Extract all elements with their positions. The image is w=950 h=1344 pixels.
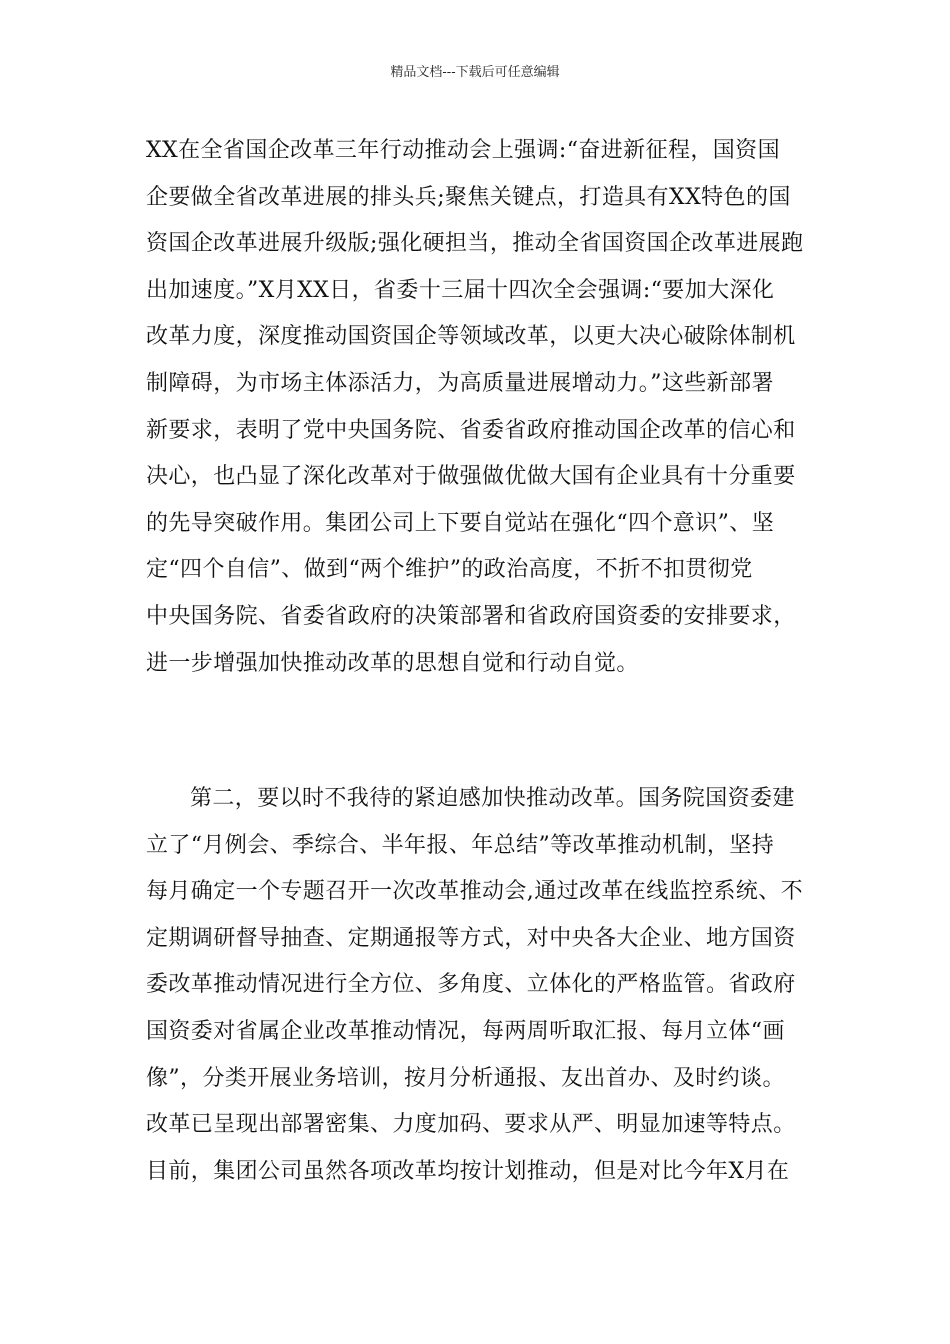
text-line: 立了“月例会、季综合、半年报、年总结”等改革推动机制，坚持	[146, 832, 775, 858]
text-line: 像”，分类开展业务培训，按月分析通报、友出首办、及时约谈。	[146, 1065, 785, 1091]
text-line: 进一步增强加快推动改革的思想自觉和行动自觉。	[146, 650, 639, 676]
text-line: 每月确定一个专题召开一次改革推动会,通过改革在线监控系统、不	[146, 879, 803, 905]
text-line: 出加速度。”X月XX日，省委十三届十四次全会强调:“要加大深化	[146, 277, 775, 303]
paragraph-2	[146, 776, 808, 1195]
text-line: 定期调研督导抽查、定期通报等方式，对中央各大企业、地方国资	[146, 925, 796, 951]
text-line-first-indented: 第二，要以时不我待的紧迫感加快推动改革。国务院国资委建	[190, 786, 795, 811]
text-line: 定“四个自信”、做到“两个维护”的政治高度，不折不扣贯彻党	[146, 557, 753, 583]
text-line: 中央国务院、省委省政府的决策部署和省政府国资委的安排要求，	[146, 603, 796, 629]
text-line: 决心，也凸显了深化改革对于做强做优做大国有企业具有十分重要	[146, 464, 796, 490]
text-line: 企要做全省改革进展的排头兵;聚焦关键点，打造具有XX特色的国	[146, 184, 791, 210]
text-line: 改革力度，深度推动国资国企等领域改革，以更大决心破除体制机	[146, 324, 796, 350]
text-line: 新要求，表明了党中央国务院、省委省政府推动国企改革的信心和	[146, 417, 796, 443]
text-line: 改革已呈现出部署密集、力度加码、要求从严、明显加速等特点。	[146, 1112, 796, 1138]
text-line: 国资委对省属企业改革推动情况，每两周听取汇报、每月立体“画	[146, 1018, 785, 1044]
text-line: 委改革推动情况进行全方位、多角度、立体化的严格监管。省政府	[146, 972, 796, 998]
text-line: XX在全省国企改革三年行动推动会上强调:“奋进新征程，国资国	[146, 138, 780, 163]
text-line: 的先导突破作用。集团公司上下要自觉站在强化“四个意识”、坚	[146, 510, 775, 536]
text-line: 目前，集团公司虽然各项改革均按计划推动，但是对比今年X月在	[146, 1158, 790, 1184]
text-line: 资国企改革进展升级版;强化硬担当，推动全省国资国企改革进展跑	[146, 231, 804, 257]
text-line: 制障碍，为市场主体添活力，为高质量进展增动力。”这些新部署	[146, 370, 774, 396]
page-header: 精品文档---下载后可任意编辑	[390, 65, 560, 80]
paragraph-1	[146, 128, 808, 687]
